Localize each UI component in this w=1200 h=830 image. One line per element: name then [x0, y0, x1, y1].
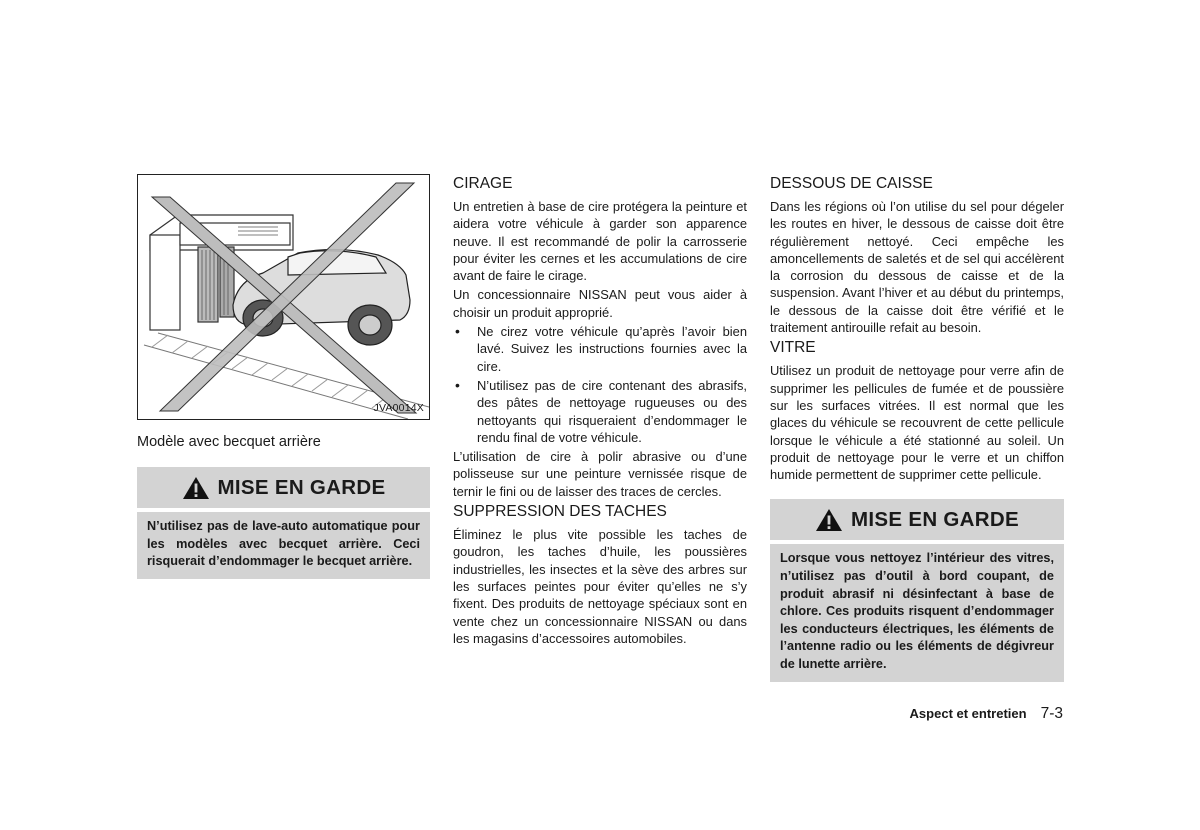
- warning-title: MISE EN GARDE: [851, 507, 1019, 531]
- warning-header: [137, 467, 430, 512]
- figure-caption: Modèle avec becquet arrière: [137, 434, 321, 450]
- cirage-bullet-list: [453, 323, 747, 446]
- cirage-paragraph-1: Un entretien à base de cire protégera la peinture et aidera votre véhicule à garder son apparence neuve. Il est recommandé de polir la carrosserie pour éviter les cernes et les accumulations de cire avant de faire le cirage.: [453, 199, 747, 284]
- warning-box-left: [137, 467, 430, 579]
- car-wash-prohibited-illustration: [138, 175, 429, 419]
- dessous-paragraph: Dans les régions où l’on utilise du sel pour dégeler les routes en hiver, le dessous de caisse doit être régulièrement nettoyé. Ceci empêche les amoncellements de saletés et de sel qui accélèrent la corrosion du dessous de caisse et de la suspension. Avant l’hiver et au début du printemps, le dessous de la caisse doit être vérifié et le traitement antirouille refait au besoin.: [770, 199, 1064, 336]
- figure-code: JVA0014X: [373, 402, 424, 414]
- dessous-heading: DESSOUS DE CAISSE: [770, 175, 933, 192]
- warning-triangle-icon: [182, 476, 210, 500]
- cirage-paragraph-2: Un concessionnaire NISSAN peut vous aider à choisir un produit approprié.: [453, 287, 747, 320]
- cirage-paragraph-3: L’utilisation de cire à polir abrasive ou d’une polisseuse sur une peinture vernissée risque de ternir le fini ou de laisser des traces de cercles.: [453, 449, 747, 499]
- warning-triangle-icon: [815, 508, 843, 532]
- list-item: • N’utilisez pas de cire contenant des abrasifs, des pâtes de nettoyage rugueuses ou des nettoyants qui risqueraient d’endommager le rendu final de votre véhicule.: [453, 377, 747, 446]
- page-number: 7-3: [1040, 705, 1063, 722]
- warning-box-right: [770, 499, 1064, 681]
- list-item: • Ne cirez votre véhicule qu’après l’avoir bien lavé. Suivez les instructions fournies avec la cire.: [453, 323, 747, 375]
- car-wash-figure: [137, 174, 430, 420]
- left-column: [137, 174, 430, 579]
- vitre-paragraph: Utilisez un produit de nettoyage pour verre afin de supprimer les pellicules de fumée et de poussière sur les surfaces vitrées. Il est normal que les glaces du véhicule se recouvrent de cette pellicule lorsque le véhicule a été stationné au soleil. Un produit de nettoyage pour le verre et un chiffon humide permettent de supprimer cette pellicule.: [770, 363, 1064, 483]
- cirage-heading: CIRAGE: [453, 175, 513, 192]
- taches-heading: SUPPRESSION DES TACHES: [453, 503, 667, 521]
- right-column: [770, 174, 1064, 682]
- warning-text: Lorsque vous nettoyez l’intérieur des vitres, n’utilisez pas d’outil à bord coupant, de produit abrasif ni désinfectant à base de chlore. Ces produits risquent d’endommager les conducteurs électriques, les éléments de l’antenne radio ou les éléments de dégivreur de lunette arrière.: [780, 551, 1054, 672]
- warning-text: N’utilisez pas de lave-auto automatique pour les modèles avec becquet arrière. Ceci risquerait d’endommager le becquet arrière.: [147, 519, 420, 569]
- middle-column: [453, 174, 747, 647]
- page-footer: [910, 705, 1063, 723]
- taches-paragraph: Éliminez le plus vite possible les taches de goudron, les taches d’huile, les poussières industrielles, les insectes et la sève des arbres sur les surfaces peintes pour éviter qu’elles ne s’y fixent. Des produits de nettoyage spéciaux sont en vente chez un concessionnaire NISSAN ou dans les magasins d’accessoires automobiles.: [453, 527, 747, 646]
- warning-title: MISE EN GARDE: [217, 475, 386, 499]
- vitre-heading: VITRE: [770, 339, 816, 357]
- section-title: Aspect et entretien: [909, 706, 1027, 721]
- warning-header: [770, 499, 1064, 544]
